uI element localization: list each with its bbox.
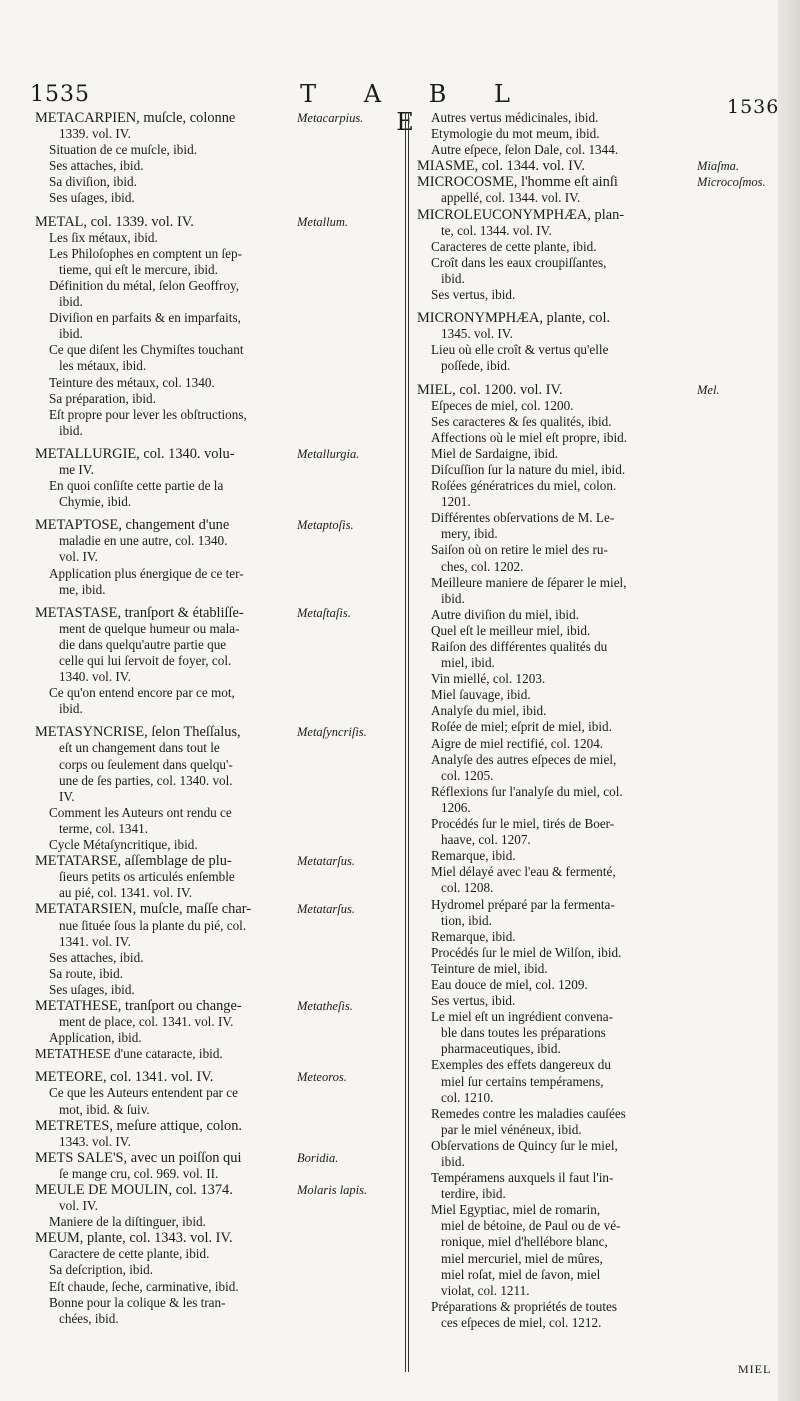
entry-line: Situation de ce muſcle, ibid. (49, 142, 197, 158)
entry-line: Maniere de la diſtinguer, ibid. (49, 1214, 206, 1230)
entry-line: col. 1205. (441, 767, 494, 783)
index-column-right (417, 110, 779, 1331)
entry-line: ibid. (59, 701, 83, 717)
entry-line: tieme, qui eſt le mercure, ibid. (59, 261, 218, 277)
entry-line: ibid. (441, 1154, 465, 1169)
entry-line: Diſcuſſion ſur la nature du miel, ibid. (431, 461, 626, 477)
entry-headword: MICROLEUCONYMPHÆA, plan- (417, 206, 625, 223)
entry-line: Analyſe des autres eſpeces de miel, (431, 751, 617, 767)
entry-line: une de ſes parties, col. 1340. vol. (59, 772, 233, 788)
entry-line: 1206. (441, 799, 471, 815)
latin-margin-term: Metallurgia. (297, 446, 360, 461)
entry-line: Ses attaches, ibid. (49, 158, 144, 174)
index-entry (35, 605, 383, 718)
entry-line: ment de quelque humeur ou mala- (59, 620, 240, 636)
entry-line: Sa préparation, ibid. (49, 390, 156, 406)
latin-margin-term: Metaptoſis. (297, 518, 354, 533)
entry-line: Diviſion en parfaits & en imparfaits, (49, 310, 241, 326)
index-entry (417, 382, 779, 1332)
entry-line: Eſt chaude, ſeche, carminative, ibid. (49, 1278, 239, 1294)
entry-line: 1345. vol. IV. (441, 326, 513, 342)
entry-line: Remarque, ibid. (431, 848, 516, 864)
latin-margin-term: Metacarpius. (297, 111, 364, 125)
entry-line: col. 1210. (441, 1089, 494, 1105)
entry-line: Définition du métal, ſelon Geoffroy, (49, 277, 240, 293)
entry-line: Application, ibid. (49, 1030, 142, 1046)
index-entry (35, 1230, 383, 1327)
entry-line: ibid. (59, 422, 83, 438)
entry-line: Caractere de cette plante, ibid. (49, 1246, 210, 1262)
entry-line: vol. IV. (59, 549, 98, 565)
entry-headword: MIEL, col. 1200. vol. IV. (417, 381, 563, 398)
entry-line: mery, ibid. (441, 526, 498, 542)
index-entry (35, 517, 383, 597)
entry-line: Sa diviſion, ibid. (49, 174, 137, 190)
entry-headword: METATHESE, tranſport ou change- (35, 997, 242, 1014)
entry-line: Eſt propre pour lever les obſtructions, (49, 406, 247, 422)
entry-line: col. 1208. (441, 880, 494, 896)
entry-line: ches, col. 1202. (441, 558, 524, 574)
latin-margin-term: Metaſyncriſis. (297, 725, 367, 740)
index-entry (35, 446, 383, 510)
running-title: T A B L E (300, 80, 530, 136)
index-entry (417, 207, 779, 304)
entry-headword: METALLURGIE, col. 1340. volu- (35, 445, 235, 462)
entry-line: METATHESE d'une cataracte, ibid. (35, 1046, 223, 1062)
latin-margin-term: Metatarſus. (297, 902, 355, 917)
entry-line: ment de place, col. 1341. vol. IV. (59, 1014, 234, 1030)
entry-line: Ce que les Auteurs entendent par ce (49, 1085, 238, 1101)
entry-line: En quoi conſiſte cette partie de la (49, 478, 224, 494)
entry-line: me IV. (59, 461, 94, 477)
entry-line: ble dans toutes les préparations (441, 1025, 606, 1041)
entry-headword: METATARSE, aſſemblage de plu- (35, 853, 232, 870)
entry-line: Caracteres de cette plante, ibid. (431, 238, 597, 254)
catchword: MIEL (738, 1362, 772, 1376)
entry-line: Comment les Auteurs ont rendu ce (49, 804, 232, 820)
entry-line: Ses vertus, ibid. (431, 993, 516, 1009)
entry-headword: MEUM, plante, col. 1343. vol. IV. (35, 1230, 233, 1247)
entry-line: nue ſituée ſous la plante du pié, col. (59, 917, 247, 933)
index-entry (35, 853, 383, 901)
index-column-left (35, 110, 383, 1327)
entry-line: Quel eſt le meilleur miel, ibid. (431, 622, 591, 638)
index-entry (417, 310, 779, 374)
index-entry (417, 174, 779, 206)
entry-line: Autre eſpece, ſelon Dale, col. 1344. (431, 142, 619, 158)
entry-line: Miel ſauvage, ibid. (431, 687, 531, 703)
entry-line: Cycle Métaſyncritique, ibid. (49, 837, 198, 853)
entry-line: Saiſon où on retire le miel des ru- (431, 542, 608, 558)
adjacent-page-edge (778, 0, 800, 1401)
latin-margin-term: Microcoſmos. (697, 175, 766, 190)
latin-margin-term: Meteoros. (297, 1070, 347, 1085)
entry-line: Etymologie du mot meum, ibid. (431, 126, 600, 142)
entry-line: Raiſon des différentes qualités du (431, 639, 608, 654)
entry-line: me, ibid. (59, 581, 106, 597)
entry-line: Meilleure maniere de ſéparer le miel, (431, 574, 627, 590)
entry-line: Préparations & propriétés de toutes (431, 1298, 618, 1314)
entry-line: ibid. (441, 590, 465, 606)
entry-headword: METRETES, meſure attique, colon. (35, 1117, 243, 1134)
entry-line: 1340. vol. IV. (59, 669, 131, 685)
index-entry (417, 110, 779, 158)
entry-line: les métaux, ibid. (59, 358, 147, 374)
entry-line: celle qui lui ſervoit de foyer, col. (59, 653, 232, 668)
entry-line: Ce qu'on entend encore par ce mot, (49, 685, 235, 701)
entry-line: Affections où le miel eſt propre, ibid. (431, 429, 628, 445)
entry-line: ibid. (441, 270, 465, 286)
latin-margin-term: Metatheſis. (297, 998, 353, 1013)
entry-headword: METEORE, col. 1341. vol. IV. (35, 1069, 214, 1086)
latin-margin-term: Metaſtaſis. (297, 605, 351, 620)
entry-line: Autre diviſion du miel, ibid. (431, 606, 579, 622)
column-divider (405, 112, 409, 1372)
entry-line: Aigre de miel rectifié, col. 1204. (431, 735, 604, 751)
entry-line: terme, col. 1341. (59, 820, 148, 836)
entry-line: Lieu où elle croît & vertus qu'elle (431, 342, 609, 358)
entry-line: Hydromel préparé par la fermenta- (431, 896, 615, 912)
entry-line: eſt un changement dans tout le (59, 740, 220, 756)
entry-line: pharmaceutiques, ibid. (441, 1041, 561, 1057)
entry-line: Miel délayé avec l'eau & fermenté, (431, 864, 616, 880)
entry-line: appellé, col. 1344. vol. IV. (441, 190, 581, 206)
entry-line: Bonne pour la colique & les tran- (49, 1294, 226, 1310)
entry-headword: METACARPIEN, muſcle, colonne (35, 110, 236, 126)
entry-line: die dans quelqu'autre partie que (59, 636, 227, 652)
entry-line: miel mercuriel, miel de mûres, (441, 1250, 603, 1266)
entry-headword: MEULE DE MOULIN, col. 1374. (35, 1182, 233, 1198)
entry-line: Ses uſages, ibid. (49, 190, 135, 206)
entry-line: 1339. vol. IV. (59, 126, 131, 142)
entry-line: Procédés ſur le miel, tirés de Boer- (431, 816, 615, 832)
index-entry (417, 158, 779, 174)
entry-line: Eſpeces de miel, col. 1200. (431, 397, 574, 413)
entry-line: Miel Egyptiac, miel de romarin, (431, 1202, 601, 1218)
latin-margin-term: Mel. (697, 382, 720, 397)
entry-line: Ses uſages, ibid. (49, 981, 135, 997)
entry-line: Procédés ſur le miel de Wilſon, ibid. (431, 944, 622, 960)
entry-line: Obſervations de Quincy ſur le miel, (431, 1137, 618, 1153)
entry-line: Teinture de miel, ibid. (431, 960, 548, 976)
entry-line: par le miel vénéneux, ibid. (441, 1121, 582, 1137)
entry-line: maladie en une autre, col. 1340. (59, 533, 228, 549)
entry-line: Exemples des effets dangereux du (431, 1057, 611, 1073)
entry-line: Ses attaches, ibid. (49, 949, 144, 965)
entry-line: chées, ibid. (59, 1310, 119, 1326)
entry-line: Ses vertus, ibid. (431, 287, 516, 303)
entry-line: miel de bétoine, de Paul ou de vé- (441, 1218, 621, 1234)
entry-line: terdire, ibid. (441, 1186, 506, 1202)
entry-headword: METASYNCRISE, ſelon Theſſalus, (35, 724, 241, 741)
entry-line: Teinture des métaux, col. 1340. (49, 374, 215, 390)
entry-line: Ce que diſent les Chymiſtes touchant (49, 342, 244, 358)
entry-line: Analyſe du miel, ibid. (431, 703, 547, 719)
entry-headword: METASTASE, tranſport & établiſſe- (35, 604, 244, 621)
entry-headword: METAL, col. 1339. vol. IV. (35, 213, 194, 230)
entry-line: mot, ibid. & ſuiv. (59, 1101, 150, 1117)
entry-line: Sa route, ibid. (49, 965, 123, 981)
index-entry (35, 110, 383, 207)
index-entry (35, 1118, 383, 1150)
entry-line: ronique, miel d'hellébore blanc, (441, 1234, 608, 1250)
entry-line: Les ſix métaux, ibid. (49, 229, 158, 245)
entry-line: haave, col. 1207. (441, 832, 531, 848)
entry-line: Réflexions ſur l'analyſe du miel, col. (431, 783, 623, 799)
entry-line: Eau douce de miel, col. 1209. (431, 976, 588, 992)
entry-line: Miel de Sardaigne, ibid. (431, 445, 559, 461)
entry-line: IV. (59, 788, 75, 804)
entry-line: Autres vertus médicinales, ibid. (431, 110, 599, 125)
entry-line: te, col. 1344. vol. IV. (441, 222, 552, 238)
entry-line: corps ou ſeulement dans quelqu'- (59, 756, 233, 772)
latin-margin-term: Metatarſus. (297, 854, 355, 869)
entry-line: ibid. (59, 294, 83, 310)
entry-line: miel ſur certains tempéramens, (441, 1073, 604, 1089)
entry-line: Tempéramens auxquels il faut l'in- (431, 1170, 614, 1186)
index-entry (35, 1150, 383, 1182)
entry-line: Roſée de miel; eſprit de miel, ibid. (431, 719, 612, 735)
entry-line: poſſede, ibid. (441, 358, 511, 374)
entry-line: Les Philoſophes en comptent un ſep- (49, 245, 243, 261)
entry-line: 1201. (441, 494, 471, 510)
latin-margin-term: Miaſma. (697, 159, 740, 174)
index-entry (35, 901, 383, 998)
entry-line: Application plus énergique de ce ter- (49, 565, 244, 581)
entry-line: 1343. vol. IV. (59, 1133, 131, 1149)
entry-headword: MIASME, col. 1344. vol. IV. (417, 158, 586, 175)
latin-margin-term: Boridia. (297, 1150, 339, 1165)
entry-line: Roſées génératrices du miel, colon. (431, 478, 617, 494)
entry-line: miel roſat, miel de ſavon, miel (441, 1266, 601, 1282)
entry-line: Remedes contre les maladies cauſées (431, 1105, 626, 1121)
entry-line: Remarque, ibid. (431, 928, 516, 944)
latin-margin-term: Molaris lapis. (297, 1183, 368, 1197)
entry-line: Croît dans les eaux croupiſſantes, (431, 254, 607, 270)
entry-line: Vin miellé, col. 1203. (431, 671, 546, 687)
entry-line: 1341. vol. IV. (59, 933, 131, 949)
entry-headword: METATARSIEN, muſcle, maſſe char- (35, 901, 252, 918)
entry-line: tion, ibid. (441, 912, 492, 928)
entry-headword: METAPTOSE, changement d'une (35, 517, 230, 534)
entry-line: ces eſpeces de miel, col. 1212. (441, 1314, 602, 1330)
entry-headword: MICROCOSME, l'homme eſt ainſi (417, 174, 618, 191)
entry-line: Ses caracteres & ſes qualités, ibid. (431, 413, 612, 429)
index-entry (35, 998, 383, 1062)
entry-line: Le miel eſt un ingrédient convena- (431, 1009, 613, 1025)
entry-line: ibid. (59, 326, 83, 342)
entry-line: au pié, col. 1341. vol. IV. (59, 885, 193, 901)
index-entry (35, 1182, 383, 1230)
entry-line: miel, ibid. (441, 655, 495, 671)
entry-line: Chymie, ibid. (59, 494, 132, 510)
entry-line: Sa deſcription, ibid. (49, 1262, 154, 1278)
latin-margin-term: Metallum. (297, 214, 349, 229)
entry-headword: MICRONYMPHÆA, plante, col. (417, 310, 611, 327)
entry-line: violat, col. 1211. (441, 1282, 530, 1298)
page-number-right: 1536 (727, 96, 780, 118)
index-entry (35, 214, 383, 439)
page-number-left: 1535 (30, 82, 90, 107)
entry-line: vol. IV. (59, 1198, 98, 1214)
index-entry (35, 1069, 383, 1117)
index-entry (35, 724, 383, 853)
entry-headword: METS SALE'S, avec un poiſſon qui (35, 1149, 242, 1166)
entry-line: ſieurs petits os articulés enſemble (59, 869, 235, 885)
entry-line: Différentes obſervations de M. Le- (431, 510, 615, 526)
entry-line: ſe mange cru, col. 969. vol. II. (59, 1165, 219, 1181)
